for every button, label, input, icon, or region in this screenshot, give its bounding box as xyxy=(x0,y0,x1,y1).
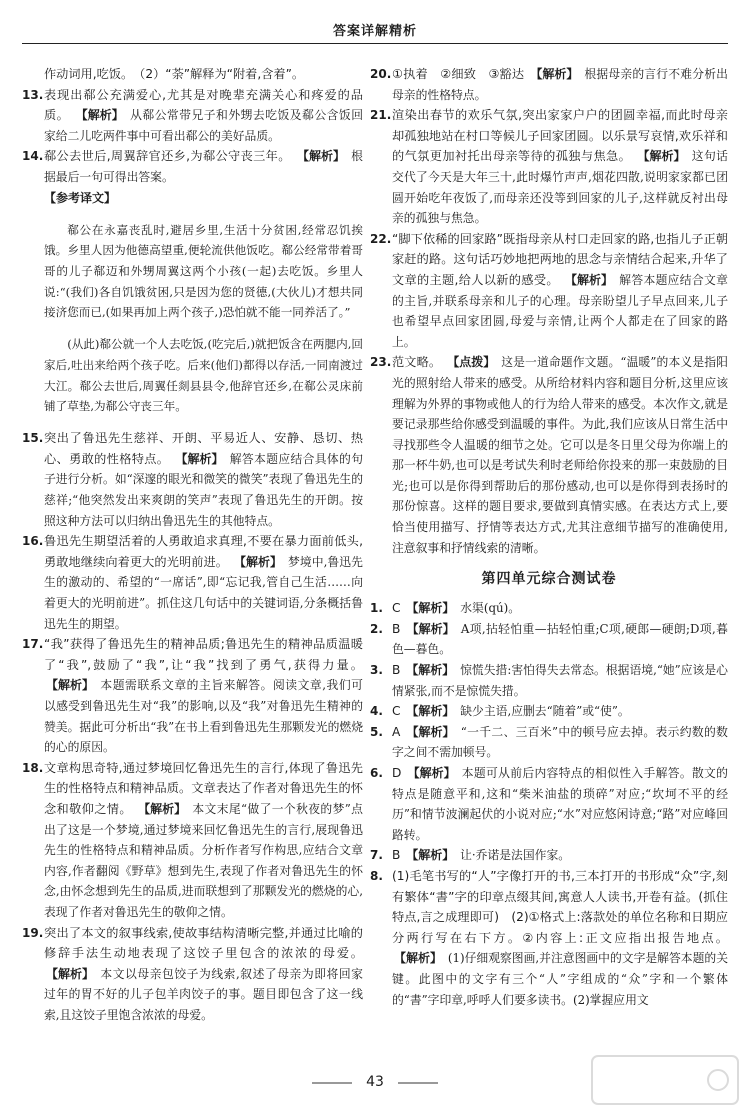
analysis-tag: 【解析】 xyxy=(565,272,614,287)
answer-text: “我”获得了鲁迅先生的精神品质;鲁迅先生的精神品质温暖了“我”,鼓励了“我”,让“我”找到了勇气,获得力量。 xyxy=(44,637,363,672)
answer-text: 郗公去世后,周翼辞官还乡,为郗公守丧三年。 xyxy=(44,149,291,164)
test-answer-1 xyxy=(370,598,728,619)
analysis-tag: 【解析】 xyxy=(234,554,283,569)
answer-choice: B xyxy=(392,663,401,678)
answer-item-16 xyxy=(22,531,363,634)
analysis-tag: 【解析】 xyxy=(530,67,579,81)
analysis-text: 根据母亲的言行不难分析出母亲的性格特点。 xyxy=(392,67,728,102)
watermark-logo xyxy=(590,1050,740,1110)
analysis-text: (1)仔细观察图画,并注意图画中的文字是解答本题的关键。此图中的文字有三个“人”字组成的“众”字和一个繁体的“書”字印章,呼呼人们要多读书。(2)掌握应用文 xyxy=(392,951,728,1007)
answer-choice: C xyxy=(392,704,401,719)
answer-text: 鲁迅先生期望活着的人勇敢追求真理,不要在暴力面前低头,勇敢地继续向着更大的光明前进。 xyxy=(44,534,363,569)
analysis-tag: 【解析】 xyxy=(407,766,456,780)
answer-item-18 xyxy=(22,758,363,923)
item-number: 22. xyxy=(370,231,392,246)
analysis-text: 缺少主语,应删去“随着”或“使”。 xyxy=(460,704,630,719)
answer-choice: B xyxy=(392,621,401,636)
analysis-tag: 【解析】 xyxy=(296,149,345,164)
analysis-tag: 【解析】 xyxy=(394,951,443,966)
item-number: 6. xyxy=(370,766,383,780)
analysis-tag: 【解析】 xyxy=(406,663,455,678)
answer-text: 范文略。 xyxy=(392,355,442,370)
analysis-text: 解答本题应结合文章的主旨,并联系母亲和儿子的心理。母亲盼望儿子早点回来,儿子也希望早点回家团圆,母爱与亲情,让两个人都走在了回家的路上。 xyxy=(392,272,728,349)
answer-text: 文章构思奇特,通过梦境回忆鲁迅先生的言行,体现了鲁迅先生的性格特点和精神品质。文章表达了作者对鲁迅先生的怀念和敬仰之情。 xyxy=(44,760,363,816)
analysis-text: 梦境中,鲁迅先生的激动的、希望的“一席话”,即“忘记我,管自己生活……向着更大的光明前进”。抓住这几句话中的关键词语,分条概括鲁迅先生的期望。 xyxy=(44,554,363,631)
analysis-tag: 【解析】 xyxy=(46,678,95,693)
test-answer-7 xyxy=(370,845,728,866)
analysis-tag: 【解析】 xyxy=(406,724,455,739)
answer-text: 表现出郗公充满爱心,尤其是对晚辈充满关心和疼爱的品质。 xyxy=(44,87,363,123)
analysis-text: 解答本题应结合具体的句子进行分析。如“深邃的眼光和微笑的微笑”表现了鲁迅先生的慈祥;“他突然发出来爽朗的笑声”表现了鲁迅先生的开朗。按照这种方法可以归纳出鲁迅先生的其他特点。 xyxy=(44,451,363,528)
item-number: 15. xyxy=(22,431,44,446)
translation-paragraph: (从此)郗公就一个人去吃饭,(吃完后,)就把饭含在两腮内,回家后,吐出来给两个孩子吃。后来(他们)都得以存活,一同南渡过大江。郗公去世后,周翼任剡县县令,他辞官还乡,在郗公灵床前铺了草垫,为郗公守丧三年。 xyxy=(44,337,363,414)
section-title: 第四单元综合测试卷 xyxy=(481,571,617,588)
answer-item-15 xyxy=(22,428,363,531)
test-answer-5 xyxy=(370,722,728,763)
analysis-tag: 【解析】 xyxy=(406,848,455,863)
analysis-text: 根据最后一句可得出答案。 xyxy=(44,149,363,184)
analysis-text: 让·乔诺是法国作家。 xyxy=(460,848,571,863)
item-number: 21. xyxy=(370,108,392,123)
answer-text: 突出了鲁迅先生慈祥、开朗、平易近人、安静、恳切、热心、勇敢的性格特点。 xyxy=(44,431,363,466)
translation-paragraph: 郗公在永嘉丧乱时,避居乡里,生活十分贫困,经常忍饥挨饿。乡里人因为他德高望重,便轮流供他饭吃。郗公经常带着哥哥的儿子郗迈和外甥周翼这两个小孩(一起)去吃饭。乡里人说:“(我们)各自饥饿贫困,只是因为您的贤德,(大伙儿)才想共同接济您而已,(如果再加上两个孩子,)恐怕就不能一同养活了。” xyxy=(44,222,363,320)
answer-choice: D xyxy=(392,766,402,780)
analysis-text: 本题需联系文章的主旨来解答。阅读文章,我们可以感受到鲁迅先生对“我”的影响,以及“我”对鲁迅先生精神的赞美。据此可分析出“我”在书上看到鲁迅先生那颗发光的燃烧的心的原因。 xyxy=(44,678,363,755)
analysis-text: A项,拈轻怕重—拈轻怕重;C项,硬郎—硬朗;D项,暮色—暮色。 xyxy=(392,621,728,657)
header-rule xyxy=(22,43,728,44)
hint-tag: 【点拨】 xyxy=(447,355,496,370)
analysis-text: 这句话交代了今天是大年三十,此时爆竹声声,烟花四散,说明家家都已团圆开始吃年夜饭了,而母亲还没等到回家的儿子,这样就反衬出母亲的孤独与焦急。 xyxy=(392,149,728,226)
answer-item-12-cont: 作动词用,吃饭。 （2）“荼”解释为“附着,含着”。 xyxy=(44,67,305,81)
answer-choice: C xyxy=(392,601,401,616)
page-header: 答案详解精析 xyxy=(332,24,417,39)
item-number: 18. xyxy=(22,760,44,775)
analysis-tag: 【解析】 xyxy=(46,966,95,981)
answer-item-14 xyxy=(22,146,363,187)
answer-item-19 xyxy=(22,923,363,1026)
test-answer-3 xyxy=(370,660,728,701)
answer-text: 渲染出春节的欢乐气氛,突出家家户户的团圆幸福,而此时母亲却孤独地站在村口等候儿子回家团圆。以乐景写哀情,欢乐祥和的气氛更加衬托出母亲等待的孤独与焦急。 xyxy=(392,108,728,164)
analysis-tag: 【解析】 xyxy=(138,801,187,816)
test-answer-4 xyxy=(370,701,728,722)
item-number: 20. xyxy=(370,67,392,81)
item-number: 3. xyxy=(370,663,383,678)
answer-item-23 xyxy=(370,352,728,558)
page-number: 43 xyxy=(366,1074,384,1090)
answer-text: (1)毛笔书写的“人”字像打开的书,三本打开的书形成“众”字,刻有繁体“書”字的印章点缀其间,寓意人人读书,开卷有益。(抓住特点,言之成理即可) (2)①格式上:落款处的单位名称和日期应分两行写在右下方。②内容上:正文应指出报告地点。 xyxy=(392,868,728,945)
item-number: 16. xyxy=(22,534,44,549)
right-column xyxy=(370,64,728,1010)
answer-choice: B xyxy=(392,848,401,863)
answer-text: 突出了本文的叙事线索,使故事结构清晰完整,并通过比喻的修辞手法生动地表现了这饺子里包含的浓浓的母爱。 xyxy=(44,925,363,961)
item-number: 14. xyxy=(22,149,44,164)
item-number: 7. xyxy=(370,848,383,863)
item-number: 1. xyxy=(370,601,383,616)
item-number: 17. xyxy=(22,637,44,652)
test-answer-8 xyxy=(370,866,728,1010)
hint-text: 这是一道命题作文题。“温暖”的本义是指阳光的照射给人带来的感受。从所给材料内容和题目分析,这里应该理解为外界的事物或他人的行为给人带来的感受。本次作文,就是要记录那些给你感受到温暖的事件。为此,我们应该从日常生活中寻找那些令人温暖的细节之处。它可以是冬日里父母为你端上的那一杯牛奶,也可以是考试失利时老师给你投来的那一束鼓励的目光;也可以是你得到帮助后的那份感动,也可以是你得到表扬时的那份惊喜。这样的题目要求,要做到真情实感。在表达方式上,要恰当使用描写、抒情等表达方式,尤其注意细节描写的准确使用,注意叙事和抒情线索的清晰。 xyxy=(392,355,728,555)
analysis-text: 本文以母亲包饺子为线索,叙述了母亲为即将回家过年的胃不好的儿子包羊肉饺子的事。题目即包含了这一线索,且这饺子里饱含浓浓的母爱。 xyxy=(44,966,363,1022)
translation-title: 【参考译文】 xyxy=(44,190,117,205)
item-number: 23. xyxy=(370,355,392,370)
analysis-tag: 【解析】 xyxy=(406,621,455,636)
analysis-tag: 【解析】 xyxy=(406,704,455,719)
answer-item-21 xyxy=(370,105,728,229)
answer-choice: A xyxy=(392,724,401,739)
analysis-text: 水渠(qú)。 xyxy=(460,601,520,616)
analysis-text: 从郗公常带兄子和外甥去吃饭及郗公含饭回家给二儿吃两件事中可看出郗公的美好品质。 xyxy=(44,108,363,143)
analysis-text: 本题可从前后内容特点的相似性入手解答。散文的特点是随意平和,这和“柴米油盐的琐碎”对应;“坎坷不平的经历”和情节波澜起伏的小说对应;“水”对应悠闲诗意;“路”对应峰回路转。 xyxy=(392,766,728,842)
answer-text: ①执着 ②细致 ③豁达 xyxy=(392,67,525,81)
test-answer-6 xyxy=(370,763,728,845)
answer-item-17 xyxy=(22,634,363,758)
answer-item-13 xyxy=(22,85,363,147)
item-number: 4. xyxy=(370,704,383,719)
analysis-tag: 【解析】 xyxy=(406,601,455,616)
item-number: 5. xyxy=(370,724,383,739)
answer-item-22 xyxy=(370,229,728,353)
analysis-text: “一千二、三百米”中的顿号应去掉。表示约数的数字之间不需加顿号。 xyxy=(392,724,728,760)
item-number: 2. xyxy=(370,621,383,636)
analysis-text: 惊慌失措:害怕得失去常态。根据语境,“她”应该是心情紧张,而不是惊慌失措。 xyxy=(392,663,728,698)
item-number: 13. xyxy=(22,87,44,102)
left-column xyxy=(22,64,363,1026)
answer-item-20 xyxy=(370,64,728,105)
item-number: 8. xyxy=(370,868,383,883)
test-answer-2 xyxy=(370,619,728,660)
analysis-text: 本文末尾“做了一个秋夜的梦”点出了这是一个梦境,通过梦境来回忆鲁迅先生的言行,展现鲁迅先生的性格特点和精神品质。分析作者写作构思,应结合文章内容,作者翻阅《野草》想到先生,表现了作者对鲁迅先生的怀念,由怀念想到先生的品质,进而联想到了那颗发光的燃烧的心,表现了作者对鲁迅先生的敬仰之情。 xyxy=(44,801,363,919)
analysis-tag: 【解析】 xyxy=(637,149,686,164)
answer-text: “脚下依稀的回家路”既指母亲从村口走回家的路,也指儿子正朝家赶的路。这句话巧妙地把两地的思念与亲情结合起来,升华了文章的主题,给人以新的感受。 xyxy=(392,231,728,287)
item-number: 19. xyxy=(22,925,44,940)
analysis-tag: 【解析】 xyxy=(175,451,224,466)
analysis-tag: 【解析】 xyxy=(75,108,124,123)
